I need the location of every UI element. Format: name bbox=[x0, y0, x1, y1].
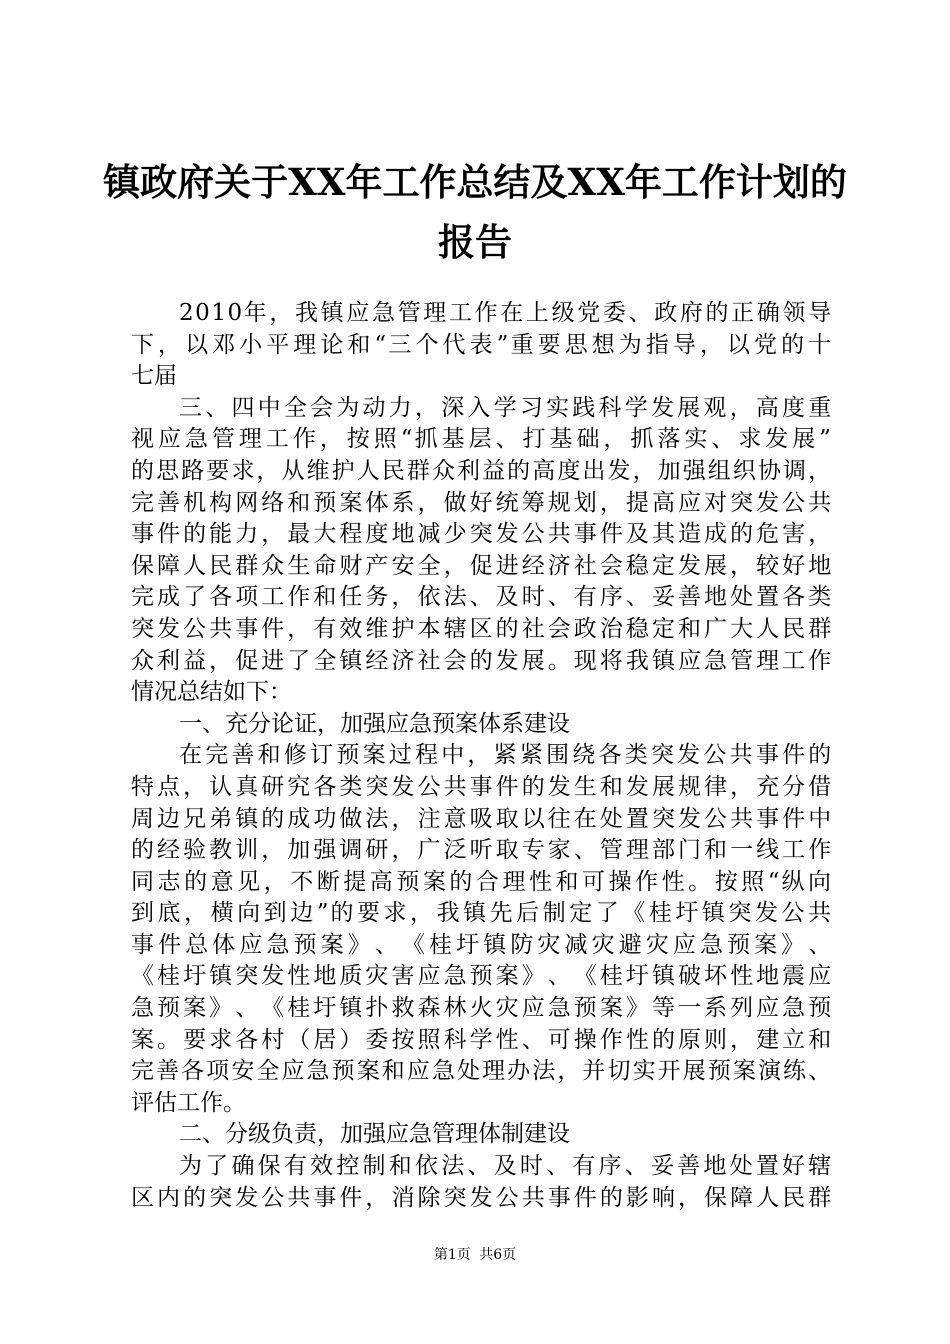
text-line: 突 发 公 共 事 件 ， 有 效 维 护 本 辖 区 的 社 会 政 治 稳 定 和 广 大 人 民 群 bbox=[131, 615, 832, 642]
text-line: 事 件 的 能 力 ， 最 大 程 度 地 减 少 突 发 公 共 事 件 及 其 造 成 的 危 害 ， bbox=[131, 521, 832, 548]
text-line: 保 障 人 民 群 众 生 命 财 产 安 全 ， 促 进 经 济 社 会 稳 定 发 展 ， 较 好 地 bbox=[131, 552, 832, 579]
text-line: 评估工作。 bbox=[131, 1089, 246, 1116]
text-line: 的 经 验 教 训 ， 加 强 调 研 ， 广 泛 听 取 专 家 、 管 理 部 门 和 一 线 工 作 bbox=[131, 837, 832, 864]
text-line: 特 点 ， 认 真 研 究 各 类 突 发 公 共 事 件 的 发 生 和 发 展 规 律 ， 充 分 借 bbox=[131, 773, 832, 800]
page-total: 共6页 bbox=[479, 1247, 517, 1263]
text-line: 为 了 确 保 有 效 控 制 和 依 法 、 及 时 、 有 序 、 妥 善 地 处 置 好 辖 bbox=[179, 1153, 832, 1180]
text-line: 的 思 路 要 求 ， 从 维 护 人 民 群 众 利 益 的 高 度 出 发 ， 加 强 组 织 协 调 ， bbox=[131, 457, 832, 484]
text-line: 周 边 兄 弟 镇 的 成 功 做 法 ， 注 意 吸 取 以 往 在 处 置 突 发 公 共 事 件 中 bbox=[131, 805, 832, 832]
text-line: 急 预 案 》 、 《 桂 圩 镇 扑 救 森 林 火 灾 应 急 预 案 》 等 一 系 列 应 急 预 bbox=[131, 995, 832, 1022]
text-line: 区 内 的 突 发 公 共 事 件 ， 消 除 突 发 公 共 事 件 的 影 响 ， 保 障 人 民 群 bbox=[131, 1184, 832, 1211]
text-line: 到 底 ， 横 向 到 边 ” 的 要 求 ， 我 镇 先 后 制 定 了 《 桂 圩 镇 突 发 公 共 bbox=[131, 900, 832, 927]
text-line: 一、充分论证，加强应急预案体系建设 bbox=[179, 710, 570, 737]
text-line: 《 桂 圩 镇 突 发 性 地 质 灾 害 应 急 预 案 》 、 《 桂 圩 镇 破 坏 性 地 震 应 bbox=[131, 963, 832, 990]
text-line: 事 件 总 体 应 急 预 案 》 、 《 桂 圩 镇 防 灾 减 灾 避 灾 应 急 预 案 》 、 bbox=[131, 931, 832, 958]
text-line: 视 应 急 管 理 工 作 ， 按 照 “ 抓 基 层 、 打 基 础 ， 抓 落 实 、 求 发 展 ” bbox=[131, 426, 831, 453]
text-line: 情况总结如下： bbox=[131, 679, 292, 706]
text-line: 2 0 1 0 年 ， 我 镇 应 急 管 理 工 作 在 上 级 党 委 、 政 府 的 正 确 领 导 bbox=[179, 300, 832, 326]
page-footer bbox=[0, 1244, 950, 1264]
page-number: 第1页 bbox=[433, 1247, 471, 1263]
text-line: 七届 bbox=[131, 363, 177, 390]
document-title-line-2: 报告 bbox=[438, 220, 512, 264]
text-line: 二、分级负责，加强应急管理体制建设 bbox=[179, 1121, 570, 1148]
text-line: 同 志 的 意 见 ， 不 断 提 高 预 案 的 合 理 性 和 可 操 作 性 。 按 照 “ 纵 向 bbox=[131, 868, 832, 895]
text-line: 完 成 了 各 项 工 作 和 任 务 ， 依 法 、 及 时 、 有 序 、 妥 善 地 处 置 各 类 bbox=[131, 584, 832, 611]
text-line: 众 利 益 ， 促 进 了 全 镇 经 济 社 会 的 发 展 。 现 将 我 镇 应 急 管 理 工 作 bbox=[131, 647, 832, 674]
text-line: 完 善 各 项 安 全 应 急 预 案 和 应 急 处 理 办 法 ， 并 切 实 开 展 预 案 演 练 、 bbox=[131, 1058, 832, 1085]
document-body bbox=[131, 298, 831, 1214]
text-line: 完 善 机 构 网 络 和 预 案 体 系 ， 做 好 统 筹 规 划 ， 提 高 应 对 突 发 公 共 bbox=[131, 489, 832, 516]
text-line: 三 、 四 中 全 会 为 动 力 ， 深 入 学 习 实 践 科 学 发 展 观 ， 高 度 重 bbox=[179, 394, 832, 421]
document-title-line-1: 镇政府关于XX年工作总结及XX年工作计划的 bbox=[103, 160, 847, 204]
text-line: 案 。 要 求 各 村 （ 居 ） 委 按 照 科 学 性 、 可 操 作 性 的 原 则 ， 建 立 和 bbox=[131, 1026, 832, 1053]
text-line: 在 完 善 和 修 订 预 案 过 程 中 ， 紧 紧 围 绕 各 类 突 发 公 共 事 件 的 bbox=[179, 742, 832, 769]
text-line: 下 ， 以 邓 小 平 理 论 和 “ 三 个 代 表 ” 重 要 思 想 为 指 导 ， 以 党 的 十 bbox=[131, 331, 832, 358]
